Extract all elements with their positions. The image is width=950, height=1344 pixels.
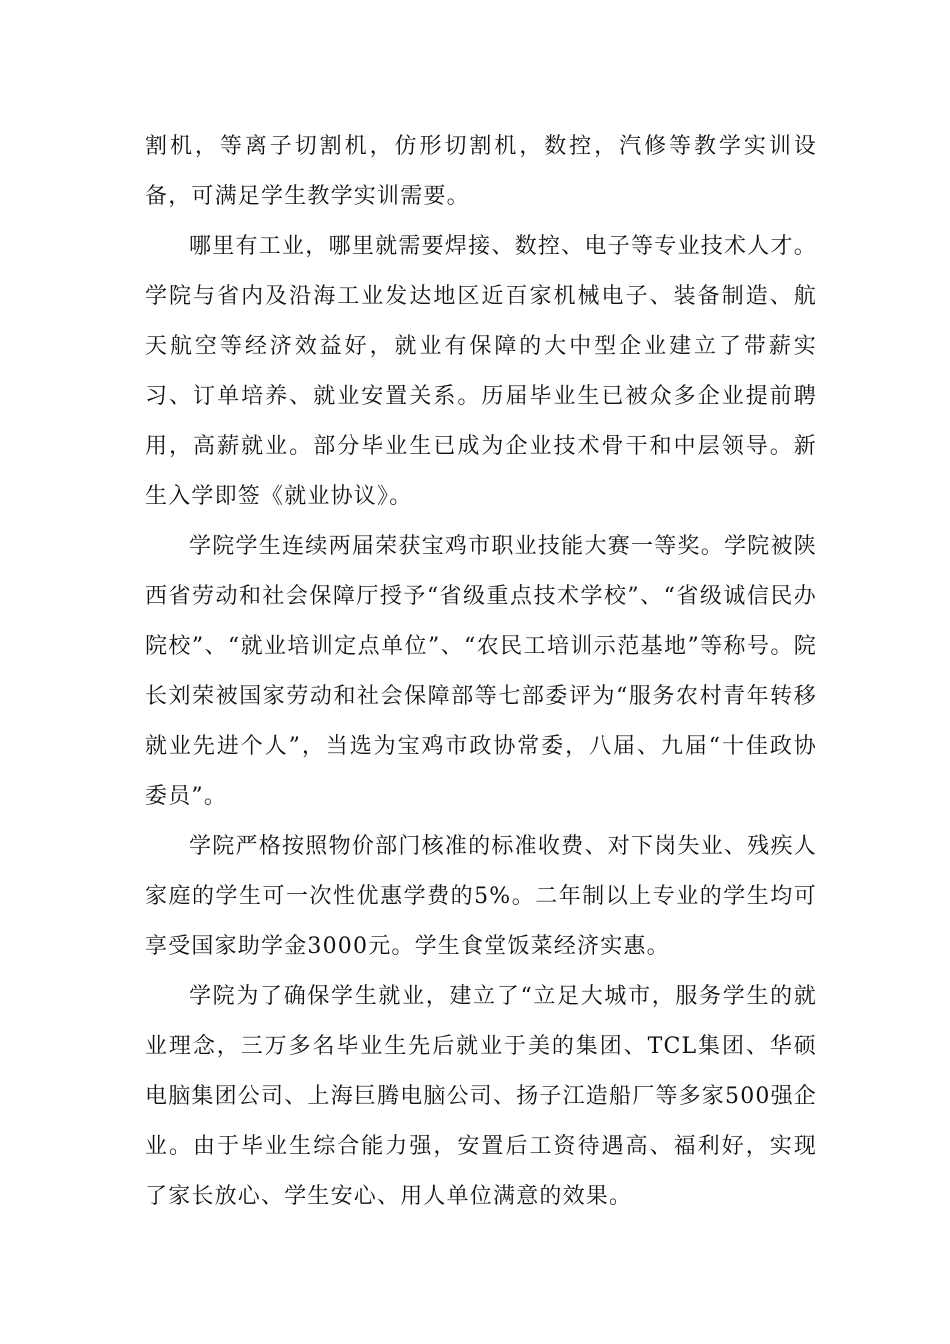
paragraph-fees: 学院严格按照物价部门核准的标准收费、对下岗失业、残疾人家庭的学生可一次性优惠学费的5%。二年制以上专业的学生均可享受国家助学金3000元。学生食堂饭菜经济实惠。	[145, 834, 817, 959]
document-page	[145, 122, 817, 1222]
paragraph-equipment: 割机，等离子切割机，仿形切割机，数控，汽修等教学实训设备，可满足学生教学实训需要。	[145, 134, 817, 209]
paragraph-honors: 学院学生连续两届荣获宝鸡市职业技能大赛一等奖。学院被陕西省劳动和社会保障厅授予“省级重点技术学校”、“省级诚信民办院校”、“就业培训定点单位”、“农民工培训示范基地”等称号。院长刘荣被国家劳动和社会保障部等七部委评为“服务农村青年转移就业先进个人”，当选为宝鸡市政协常委，八届、九届“十佳政协委员”。	[145, 534, 817, 809]
paragraph-job-placement: 学院为了确保学生就业，建立了“立足大城市，服务学生的就业理念，三万多名毕业生先后就业于美的集团、TCL集团、华硕电脑集团公司、上海巨腾电脑公司、扬子江造船厂等多家500强企业。由于毕业生综合能力强，安置后工资待遇高、福利好，实现了家长放心、学生安心、用人单位满意的效果。	[145, 984, 817, 1209]
paragraph-employment: 哪里有工业，哪里就需要焊接、数控、电子等专业技术人才。学院与省内及沿海工业发达地区近百家机械电子、装备制造、航天航空等经济效益好，就业有保障的大中型企业建立了带薪实习、订单培养、就业安置关系。历届毕业生已被众多企业提前聘用，高薪就业。部分毕业生已成为企业技术骨干和中层领导。新生入学即签《就业协议》。	[145, 234, 817, 509]
